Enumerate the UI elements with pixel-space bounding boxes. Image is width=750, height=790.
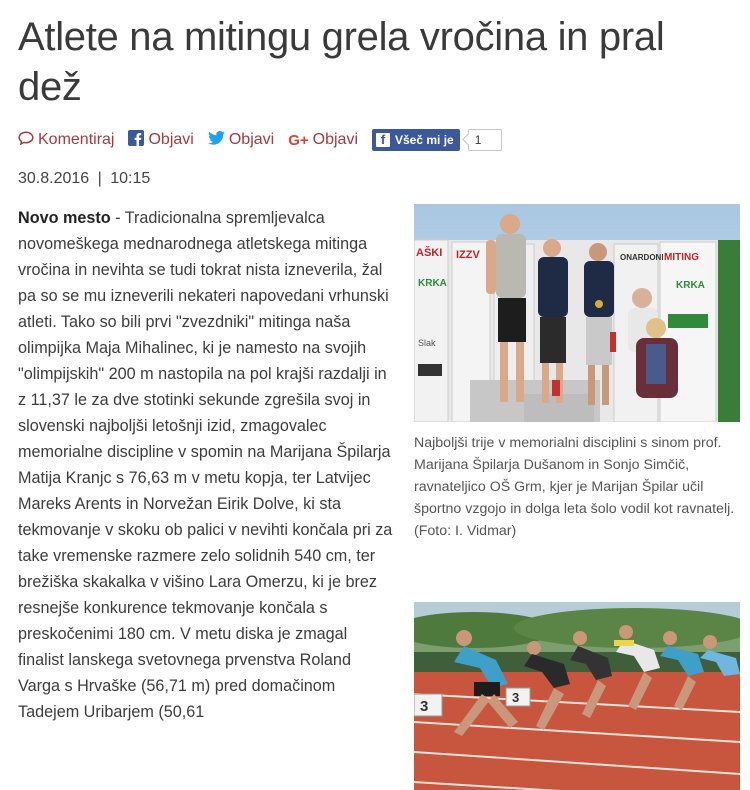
lead-place: Novo mesto	[18, 209, 111, 227]
photo-caption: Najboljši trije v memorialni disciplini s sinom prof. Marijana Špilarja Dušanom in Sonjo Simčič, ravnateljico OŠ Grm, kjer je Marijan Špilar učil športno vzgojo in dolga leta šolo vodil kot ravnatelj. (Foto: I. Vidmar)	[414, 435, 735, 539]
facebook-like-widget	[372, 129, 502, 151]
share-bar	[18, 127, 502, 153]
banner-text: AŠKI	[416, 247, 443, 259]
speech-bubble-icon	[18, 131, 34, 150]
facebook-like-button[interactable]	[372, 129, 460, 151]
banner-text: IZZV	[456, 249, 480, 261]
banner-text: KRKA	[418, 278, 447, 289]
facebook-logo-icon: f	[376, 133, 390, 147]
podium-photo-illustration	[414, 204, 740, 422]
google-share-label: Objavi	[312, 131, 358, 148]
comment-label: Komentiraj	[38, 131, 115, 148]
google-share-link[interactable]	[288, 131, 358, 149]
twitter-bird-icon	[208, 131, 225, 150]
facebook-share-link[interactable]	[128, 130, 193, 151]
facebook-like-count: 1	[468, 129, 502, 151]
article-body	[18, 205, 396, 725]
sprint-photo[interactable]	[414, 602, 740, 790]
sprint-photo-illustration	[414, 602, 740, 790]
twitter-share-label: Objavi	[228, 131, 275, 148]
date-separator: |	[97, 170, 102, 187]
facebook-share-label: Objavi	[148, 131, 194, 148]
twitter-share-link[interactable]	[208, 131, 274, 150]
time-value: 10:15	[110, 170, 151, 187]
lane-number: 3	[420, 698, 429, 715]
banner-text: MITING	[664, 252, 699, 263]
lane-number: 3	[512, 690, 520, 705]
banner-text: KRKA	[676, 280, 705, 291]
date-value: 30.8.2016	[18, 170, 90, 187]
article-title: Atlete na mitingu grela vročina in pral dež	[18, 15, 665, 109]
facebook-like-label: Všeč mi je	[395, 133, 454, 147]
body-text: - Tradicionalna spremljevalca novomeškega mednarodnega atletskega mitinga vročina in nevihta se tudi tokrat nista izneverila, žal pa so se mu izneverili nekateri napovedani vrhunski atleti. Tako so bili prvi "zvezdniki" mitinga naša olimpijka Maja Mihalinec, ki je namesto na svojih "olimpijskih" 200 m nastopila na pol krajši razdalji in z 11,37 le za dve stotinki sekunde zgrešila svoj in slovenski najboljši letošnji izid, zmagovalec memorialne discipline v spomin na Marijana Špilarja Matija Kranjc s 76,63 m v metu kopja, ter Latvijec Mareks Arents in Norvežan Eirik Dolve, ki sta tekmovanje v skoku ob palici v nevihti končala pri za take vremenske razmere zelo solidnih 540 cm, ter brežiška skakalka v višino Lara Omerzu, ki je brez resnejše konkurence tekmovanje končala s preskočenimi 180 cm. V metu diska je zmagal finalist lanskega svetovnega prvenstva Roland Varga s Hrvaške (56,71 m) pred domačinom Tadejem Uribarjem (50,61	[18, 209, 393, 721]
article-date	[18, 170, 150, 188]
facebook-icon	[128, 130, 144, 151]
google-plus-icon: G+	[288, 131, 309, 149]
comment-link[interactable]	[18, 131, 114, 150]
podium-photo[interactable]	[414, 204, 740, 422]
banner-text: Slak	[418, 338, 436, 348]
banner-text: ONARDONI	[620, 253, 664, 262]
